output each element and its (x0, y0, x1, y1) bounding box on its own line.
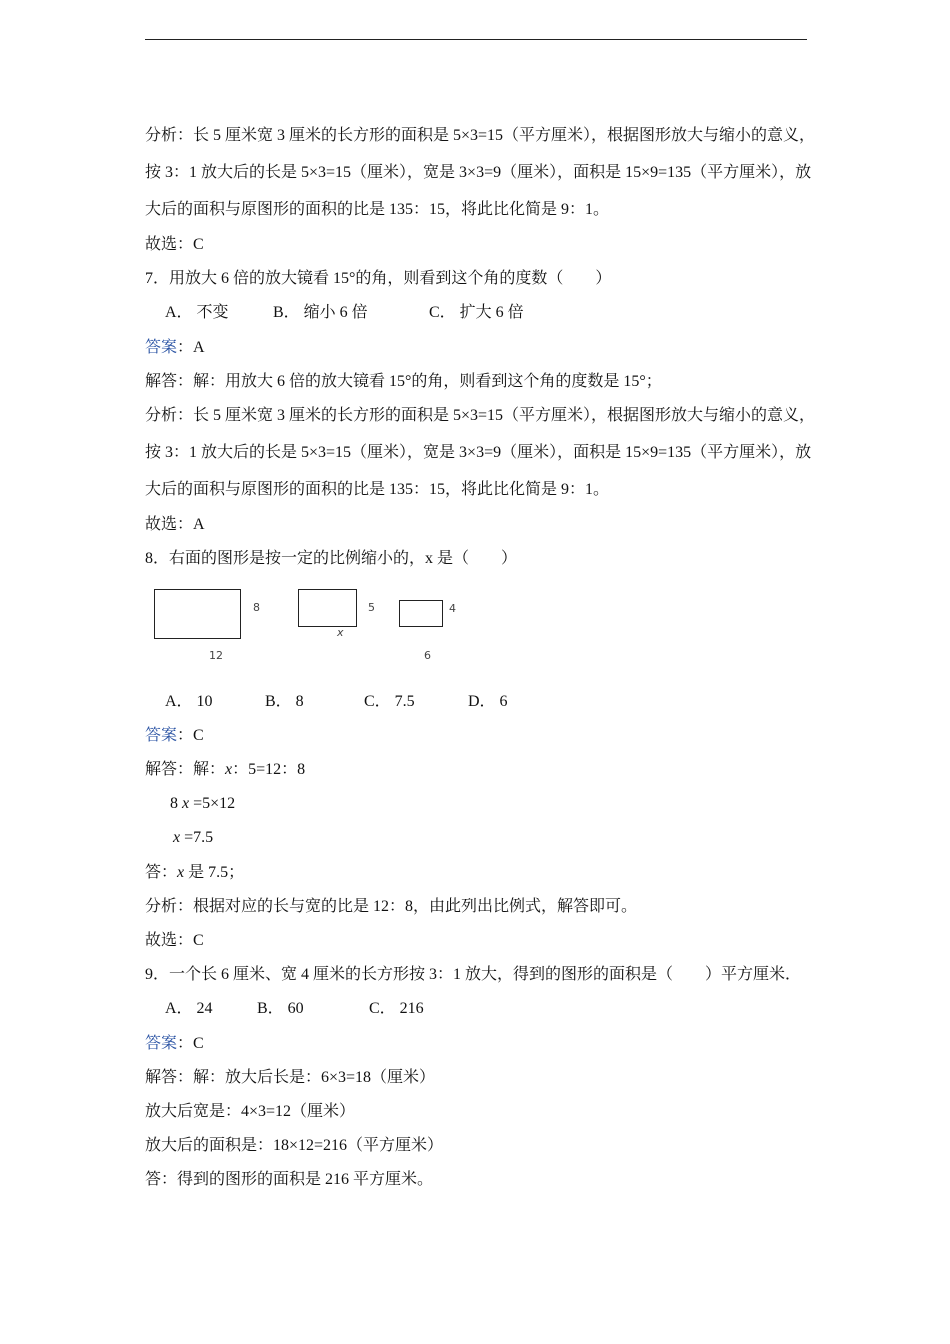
q8-options (165, 692, 508, 712)
q7-analysis-line-3: 大后的面积与原图形的面积的比是 135：15，将此比化简是 9：1。 (145, 481, 610, 498)
solution-prefix: 解答：解： (145, 761, 226, 778)
q7-option-b: B． 缩小 6 倍 (273, 304, 368, 321)
q8-option-b: B． 8 (265, 693, 304, 710)
q9-options (165, 999, 424, 1019)
variable-x: x (177, 864, 185, 881)
rectangle-large-height-label: 8 (253, 601, 260, 614)
answer-value: ：A (177, 339, 205, 356)
rectangle-large-width-label: 12 (209, 649, 223, 662)
q9-option-a: A． 24 (165, 1000, 213, 1017)
q6-choose: 故选：C (145, 236, 204, 253)
rectangle-small-width-label: 6 (424, 649, 431, 662)
q7-options (165, 303, 524, 323)
answer-label: 答案 (145, 339, 178, 356)
answer-value: ：C (177, 727, 204, 744)
answer-label: 答案 (145, 1035, 178, 1052)
rectangle-medium-width-label: x (337, 626, 344, 639)
q9-solution-line-4: 答：得到的图形的面积是 216 平方厘米。 (145, 1171, 434, 1188)
rectangle-small (399, 600, 443, 627)
variable-x: x (182, 795, 190, 812)
q8-option-d: D． 6 (468, 693, 508, 710)
answer-label: 答案 (145, 727, 178, 744)
q6-analysis-line-2: 按 3：1 放大后的长是 5×3=15（厘米），宽是 3×3=9（厘米），面积是 15×9=135（平方厘米），放 (145, 164, 812, 181)
header-rule (145, 39, 807, 40)
q8-step-2 (173, 828, 213, 848)
variable-x: x (173, 829, 181, 846)
answer-value: ：C (177, 1035, 204, 1052)
variable-x: x (225, 761, 233, 778)
q7-choose: 故选：A (145, 516, 205, 533)
reply-prefix: 答： (145, 864, 178, 881)
step-equation: =5×12 (189, 795, 236, 812)
q7-solution: 解答：解：用放大 6 倍的放大镜看 15°的角，则看到这个角的度数是 15°； (145, 373, 662, 390)
q8-answer (145, 726, 204, 746)
q8-option-c: C． 7.5 (364, 693, 415, 710)
q7-option-c: C． 扩大 6 倍 (429, 304, 524, 321)
q9-option-c: C． 216 (369, 1000, 424, 1017)
q8-step-1 (170, 794, 235, 814)
rectangle-large (154, 589, 241, 639)
q9-option-b: B． 60 (257, 1000, 304, 1017)
rectangle-small-height-label: 4 (449, 602, 456, 615)
solution-proportion: ：5=12：8 (232, 761, 306, 778)
q9-answer (145, 1034, 204, 1054)
reply-text: 是 7.5； (184, 864, 245, 881)
q8-analysis: 分析：根据对应的长与宽的比是 12：8，由此列出比例式，解答即可。 (145, 898, 638, 915)
q7-analysis-line-1: 分析：长 5 厘米宽 3 厘米的长方形的面积是 5×3=15（平方厘米），根据图形放大与缩小的意义， (145, 407, 816, 424)
rectangle-medium-height-label: 5 (368, 601, 375, 614)
q7-answer (145, 338, 205, 358)
q8-reply (145, 863, 244, 883)
step-result: =7.5 (180, 829, 214, 846)
q8-question: 8．右面的图形是按一定的比例缩小的，x 是（ ） (145, 550, 518, 567)
q7-question: 7．用放大 6 倍的放大镜看 15°的角，则看到这个角的度数（ ） (145, 270, 612, 287)
q9-question: 9．一个长 6 厘米、宽 4 厘米的长方形按 3：1 放大，得到的图形的面积是（ ）平方厘米． (145, 966, 802, 983)
q7-option-a: A． 不变 (165, 304, 229, 321)
q6-analysis-line-1: 分析：长 5 厘米宽 3 厘米的长方形的面积是 5×3=15（平方厘米），根据图形放大与缩小的意义， (145, 127, 816, 144)
rectangle-medium (298, 589, 357, 627)
q6-analysis-line-3: 大后的面积与原图形的面积的比是 135：15，将此比化简是 9：1。 (145, 201, 610, 218)
q9-solution-line-2: 放大后宽是：4×3=12（厘米） (145, 1103, 356, 1120)
q7-analysis-line-2: 按 3：1 放大后的长是 5×3=15（厘米），宽是 3×3=9（厘米），面积是 15×9=135（平方厘米），放 (145, 444, 812, 461)
step-coefficient: 8 (170, 795, 182, 812)
q9-solution-line-1: 解答：解：放大后长是：6×3=18（厘米） (145, 1069, 436, 1086)
q8-solution (145, 760, 305, 780)
q9-solution-line-3: 放大后的面积是：18×12=216（平方厘米） (145, 1137, 444, 1154)
q8-option-a: A． 10 (165, 693, 213, 710)
q8-choose: 故选：C (145, 932, 204, 949)
